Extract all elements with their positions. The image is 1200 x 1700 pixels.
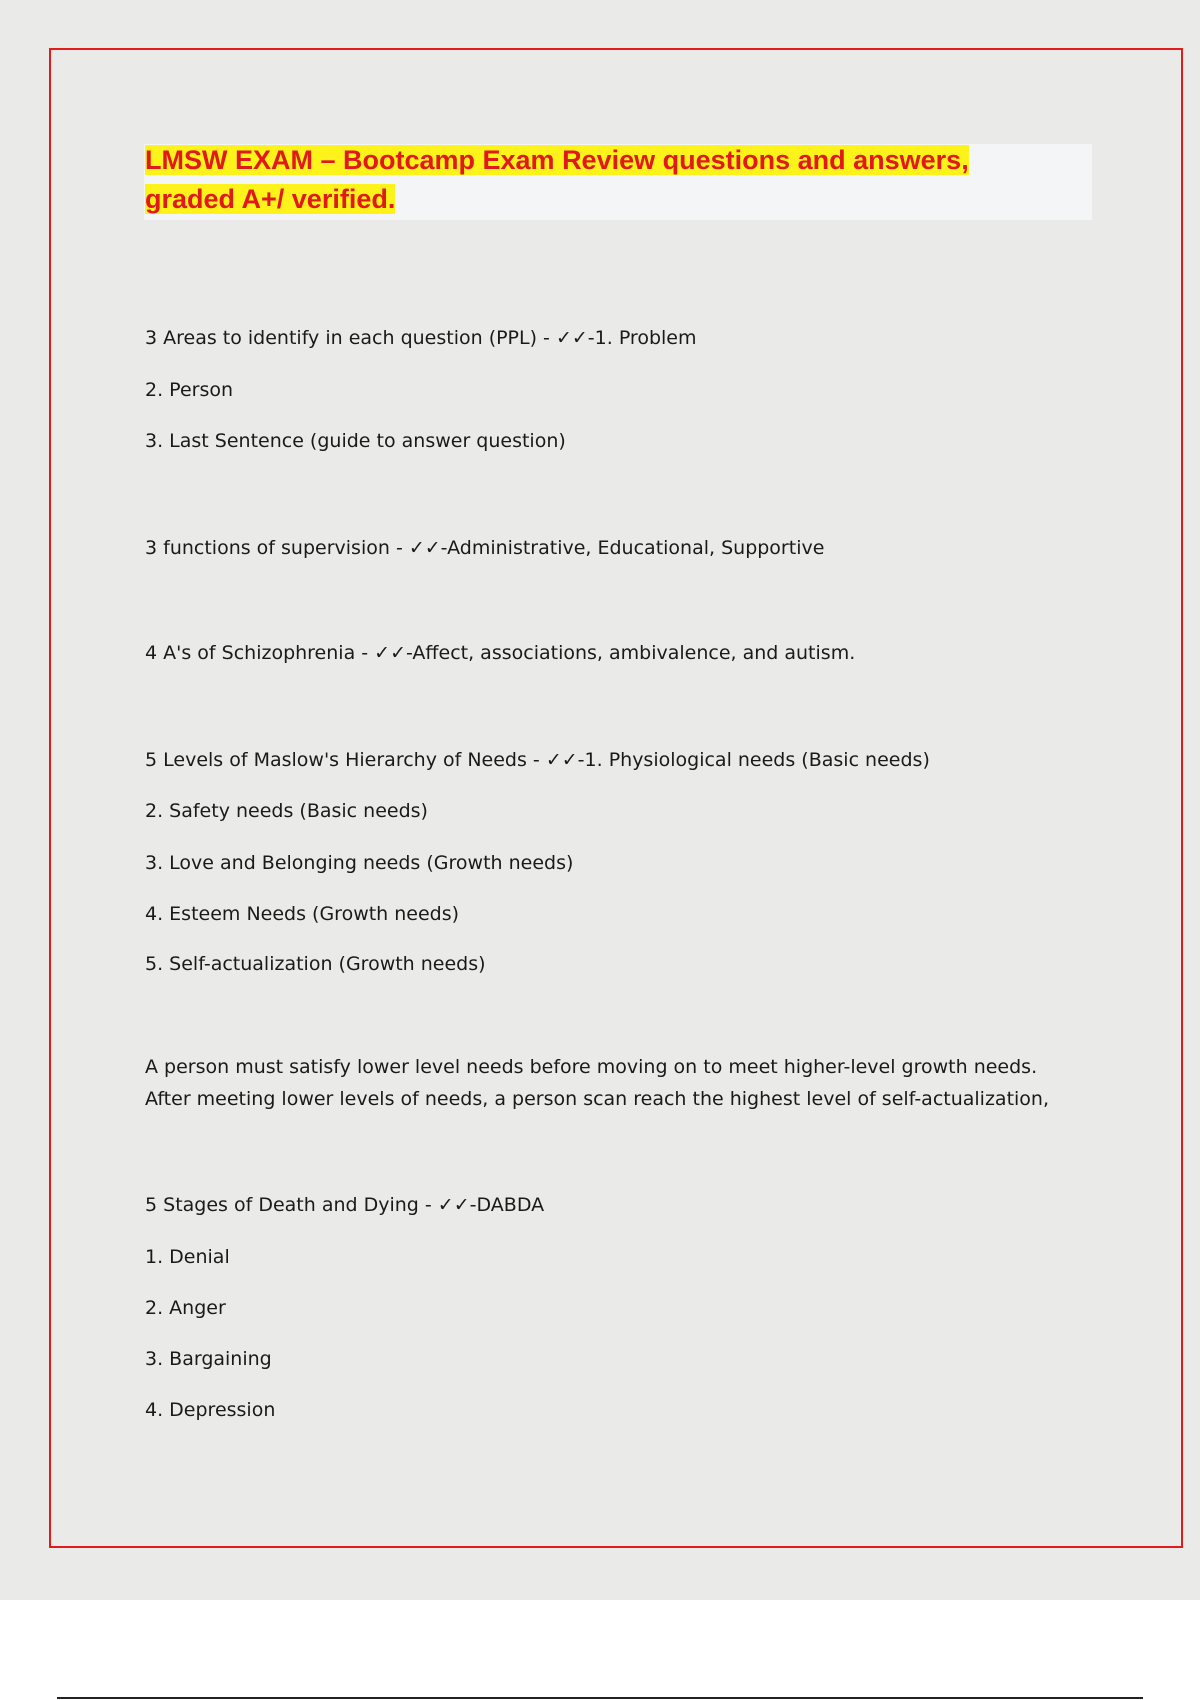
list-item: 1. Denial bbox=[145, 1246, 230, 1268]
list-item: 5. Self-actualization (Growth needs) bbox=[145, 953, 486, 975]
question-schizophrenia: 4 A's of Schizophrenia - ✓✓-Affect, associations, ambivalence, and autism. bbox=[145, 642, 856, 664]
question-death-dying: 5 Stages of Death and Dying - ✓✓-DABDA bbox=[145, 1194, 545, 1216]
list-item: 2. Person bbox=[145, 379, 234, 401]
list-item: 3. Last Sentence (guide to answer question) bbox=[145, 430, 566, 452]
list-item: 3. Bargaining bbox=[145, 1348, 272, 1370]
maslow-note-paragraph: A person must satisfy lower level needs before moving on to meet higher-level growth needs. After meeting lower levels of needs, a person scan reach the highest level of self-actualization, bbox=[145, 1056, 1050, 1110]
question-supervision: 3 functions of supervision - ✓✓-Administrative, Educational, Supportive bbox=[145, 537, 825, 559]
list-item: 2. Safety needs (Basic needs) bbox=[145, 800, 428, 822]
question-ppl: 3 Areas to identify in each question (PPL) - ✓✓-1. Problem bbox=[145, 327, 697, 349]
question-maslow: 5 Levels of Maslow's Hierarchy of Needs - ✓✓-1. Physiological needs (Basic needs) bbox=[145, 749, 930, 771]
footer-divider bbox=[57, 1697, 1143, 1699]
document-title-text: LMSW EXAM – Bootcamp Exam Review questions and answers, graded A+/ verified. bbox=[145, 145, 969, 214]
document-title bbox=[145, 141, 1045, 219]
list-item: 4. Depression bbox=[145, 1399, 276, 1421]
list-item: 2. Anger bbox=[145, 1297, 226, 1319]
list-item: 3. Love and Belonging needs (Growth needs) bbox=[145, 852, 574, 874]
list-item: 4. Esteem Needs (Growth needs) bbox=[145, 903, 460, 925]
